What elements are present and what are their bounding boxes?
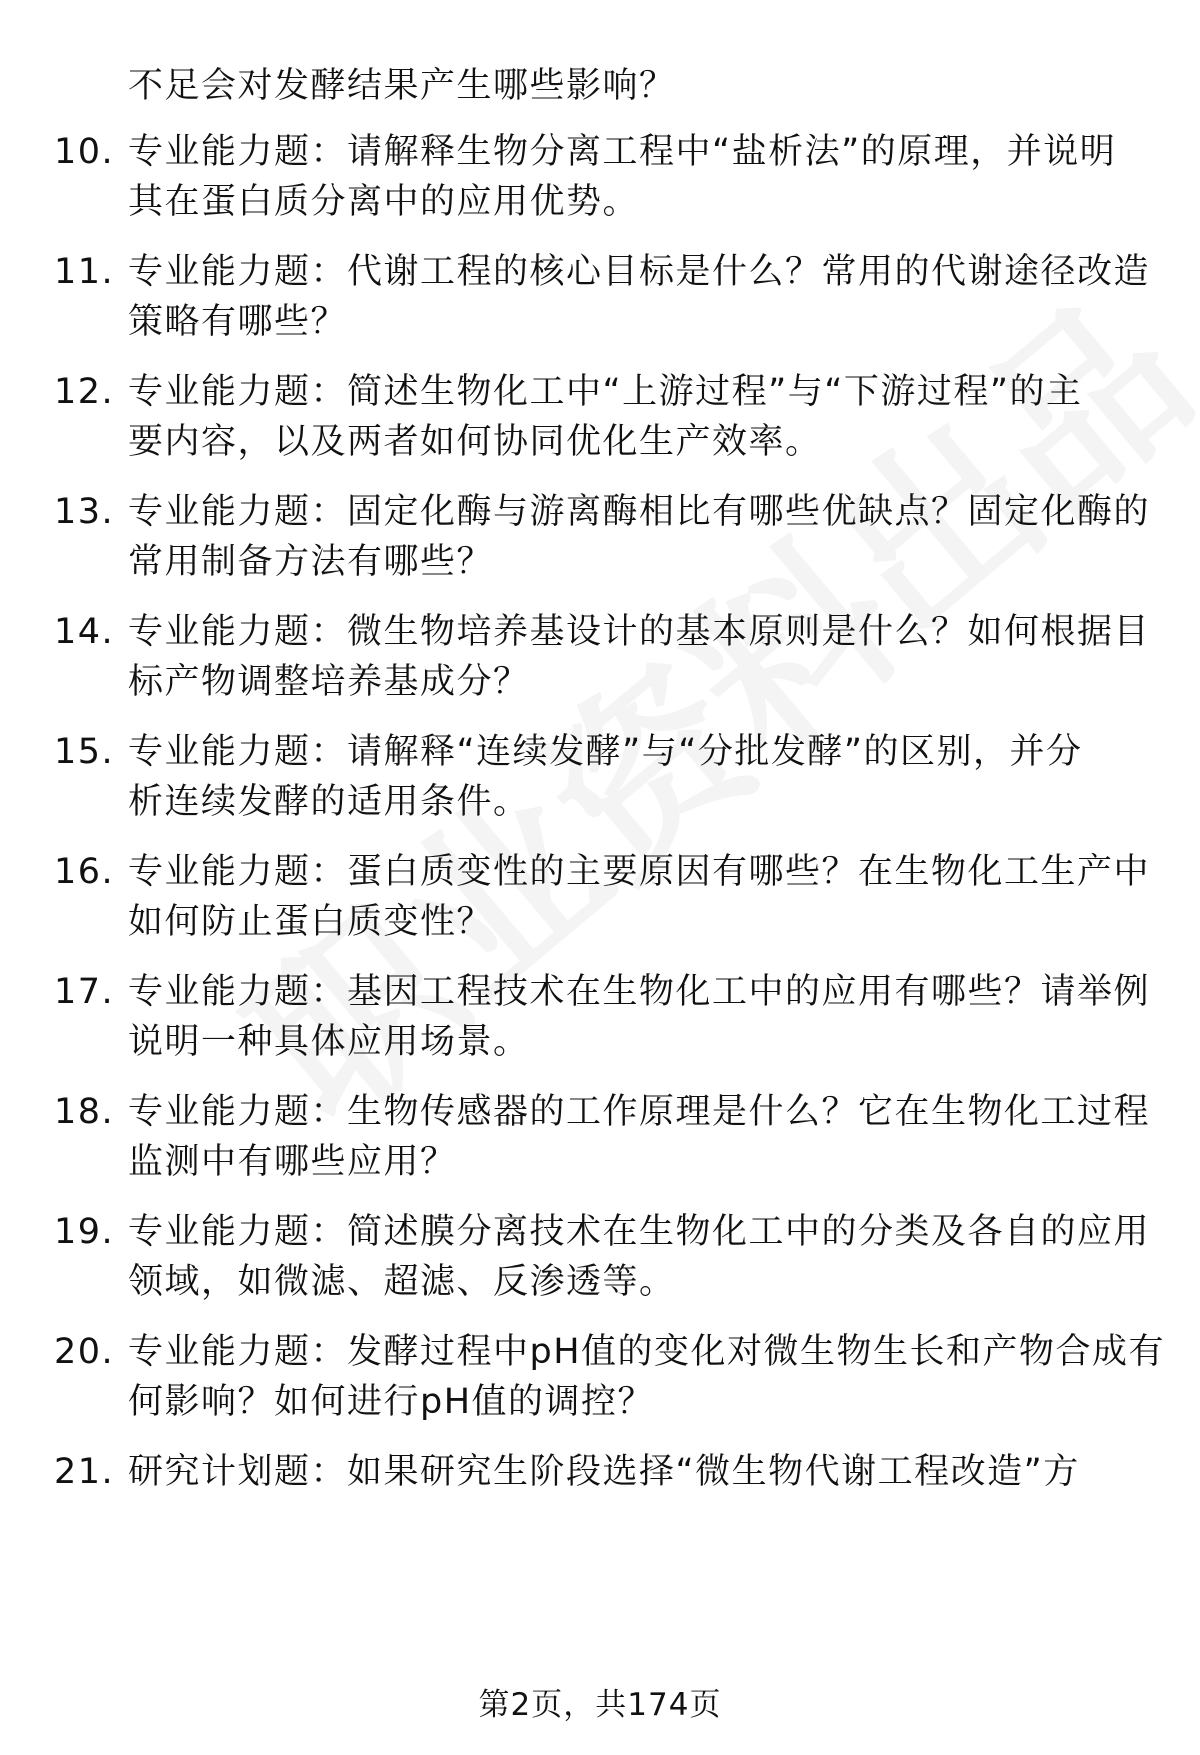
intro-continuation-text: 不足会对发酵结果产生哪些影响？ [128, 66, 676, 106]
question-text-line2: 要内容，以及两者如何协同优化生产效率。 [128, 422, 822, 462]
question-text-line1: 专业能力题：蛋白质变性的主要原因有哪些？在生物化工生产中 [128, 852, 1151, 892]
question-number: 21. [54, 1452, 115, 1492]
question-number: 20. [54, 1332, 115, 1372]
question-text-line1: 专业能力题：发酵过程中pH值的变化对微生物生长和产物合成有 [128, 1332, 1166, 1372]
question-text-line1: 专业能力题：代谢工程的核心目标是什么？常用的代谢途径改造 [128, 252, 1151, 292]
question-text-line2: 何影响？如何进行pH值的调控？ [128, 1382, 655, 1422]
question-text-line1: 专业能力题：请解释“连续发酵”与“分批发酵”的区别，并分 [128, 732, 1083, 772]
question-text-line2: 析连续发酵的适用条件。 [128, 782, 530, 822]
question-number: 14. [54, 612, 115, 652]
question-number: 15. [54, 732, 115, 772]
question-number: 11. [54, 252, 115, 292]
question-number: 13. [54, 492, 115, 532]
question-text-line2: 如何防止蛋白质变性？ [128, 902, 494, 942]
question-text-line2: 标产物调整培养基成分？ [128, 662, 530, 702]
question-number: 12. [54, 372, 115, 412]
question-text-line1: 专业能力题：简述生物化工中“上游过程”与“下游过程”的主 [128, 372, 1083, 412]
question-text-line2: 监测中有哪些应用？ [128, 1142, 457, 1182]
question-number: 10. [54, 132, 115, 172]
page-footer: 第2页，共174页 [478, 1687, 722, 1723]
question-number: 18. [54, 1092, 115, 1132]
question-text-line1: 专业能力题：微生物培养基设计的基本原则是什么？如何根据目 [128, 612, 1151, 652]
question-text-line1: 专业能力题：生物传感器的工作原理是什么？它在生物化工过程 [128, 1092, 1151, 1132]
question-text-line2: 其在蛋白质分离中的应用优势。 [128, 182, 640, 222]
question-text-line1: 专业能力题：固定化酶与游离酶相比有哪些优缺点？固定化酶的 [128, 492, 1151, 532]
question-text-line2: 策略有哪些？ [128, 302, 348, 342]
question-text-line2: 说明一种具体应用场景。 [128, 1022, 530, 1062]
question-text-line1: 专业能力题：基因工程技术在生物化工中的应用有哪些？请举例 [128, 972, 1151, 1012]
question-text-line1: 研究计划题：如果研究生阶段选择“微生物代谢工程改造”方 [128, 1452, 1080, 1492]
question-text-line1: 专业能力题：简述膜分离技术在生物化工中的分类及各自的应用 [128, 1212, 1151, 1252]
question-number: 19. [54, 1212, 115, 1252]
question-number: 17. [54, 972, 115, 1012]
question-text-line1: 专业能力题：请解释生物分离工程中“盐析法”的原理，并说明 [128, 132, 1117, 172]
question-number: 16. [54, 852, 115, 892]
question-text-line2: 常用制备方法有哪些？ [128, 542, 494, 582]
question-text-line2: 领域，如微滤、超滤、反渗透等。 [128, 1262, 676, 1302]
